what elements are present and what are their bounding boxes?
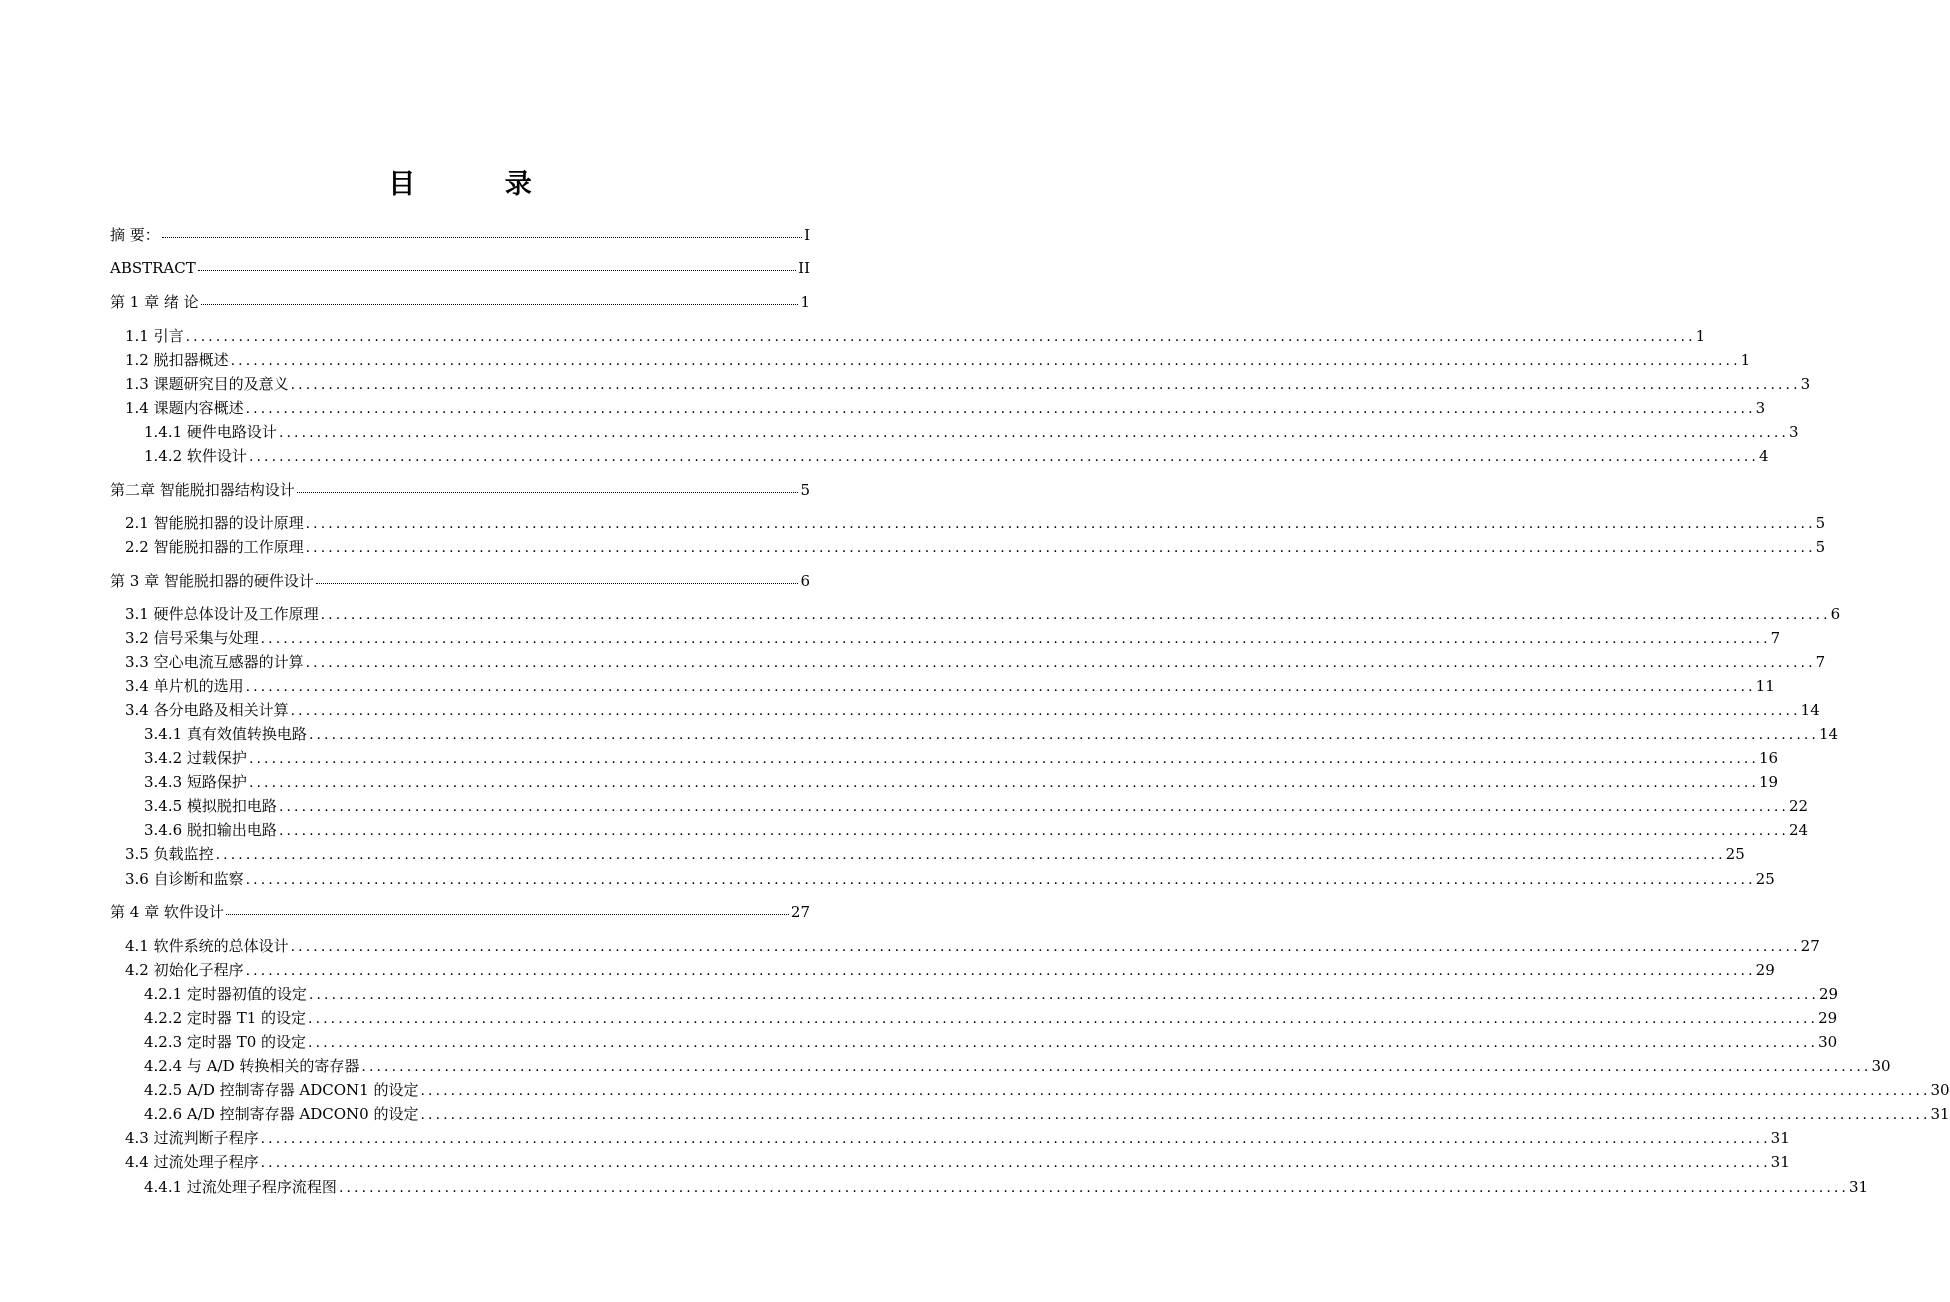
- toc-section-entry[interactable]: [110, 747, 1779, 769]
- toc-section-entry[interactable]: [110, 819, 1809, 841]
- toc-entry-title: 4.4 过流处理子程序: [125, 1153, 259, 1171]
- dot-leader: ........................................................................................................................................................................................................: [245, 872, 1756, 888]
- toc-section-entry[interactable]: [110, 723, 1839, 745]
- toc-page-number: 7: [1770, 629, 1781, 647]
- dot-leader: ........................................................................................................................................................................................................: [260, 1131, 1771, 1147]
- dot-leader: ........................................................................................................................................................................................................: [308, 1011, 1819, 1027]
- toc-entry-title: 3.4.5 模拟脱扣电路: [144, 797, 277, 815]
- toc-entry-title: 3.2 信号采集与处理: [125, 629, 259, 647]
- toc-page-number: 30: [1930, 1081, 1950, 1099]
- toc-entry-title: 1.2 脱扣器概述: [125, 351, 229, 369]
- dot-leader: ........................................................................................................................................................................................................: [245, 401, 1756, 417]
- toc-section-entry[interactable]: [110, 651, 1826, 673]
- toc-entry-title: 3.4 各分电路及相关计算: [125, 701, 289, 719]
- toc-entry-title: 1.4.1 硬件电路设计: [144, 423, 277, 441]
- toc-chapter-entry[interactable]: [110, 570, 810, 592]
- dot-leader: ........................................................................................................................................................................................................: [278, 799, 1789, 815]
- toc-page-number: 4: [1758, 447, 1769, 465]
- toc-page-number: 6: [1830, 605, 1841, 623]
- toc-entry-title: 4.2.4 与 A/D 转换相关的寄存器: [144, 1057, 360, 1075]
- toc-page-number: 14: [1800, 701, 1820, 719]
- toc-page-number: 19: [1758, 773, 1779, 791]
- dot-leader: ........................................................................................................................................................................................................: [308, 727, 1819, 743]
- toc-chapter-entry[interactable]: [110, 901, 810, 923]
- dot-leader: ........................................................................................................................................................................................................: [361, 1059, 1872, 1075]
- dot-leader: ........................................................................................................................................................................................................: [290, 377, 1801, 393]
- toc-page-number: 3: [1788, 423, 1799, 441]
- toc-entry-title: 第 3 章 智能脱扣器的硬件设计: [110, 572, 314, 590]
- toc-entry-title: 1.3 课题研究目的及意义: [125, 375, 289, 393]
- toc-page-number: 31: [1770, 1153, 1790, 1171]
- toc-page-number: 29: [1755, 961, 1775, 979]
- toc-page-number: 5: [1815, 514, 1826, 532]
- dot-leader: ........................................................................................................................................................................................................: [185, 329, 1696, 345]
- dot-leader: ........................................................................................................................................................................................................: [260, 1155, 1771, 1171]
- page-title: 目 录: [388, 169, 572, 200]
- toc-section-entry[interactable]: [110, 675, 1775, 697]
- toc-section-entry[interactable]: [110, 397, 1766, 419]
- toc-entry-title: 3.5 负载监控: [125, 845, 214, 863]
- toc-entry-title: 3.4.1 真有效值转换电路: [144, 725, 307, 743]
- toc-entry-title: 4.1 软件系统的总体设计: [125, 937, 289, 955]
- toc-chapter-entry[interactable]: [110, 291, 810, 313]
- toc-section-entry[interactable]: [110, 795, 1809, 817]
- dot-leader: ........................................................................................................................................................................................................: [248, 449, 1759, 465]
- dot-leader: ........................................................................................................................................................................................................: [245, 963, 1756, 979]
- dot-leader: ........................................................................................................................................................................................................: [230, 353, 1741, 369]
- toc-section-entry[interactable]: [110, 868, 1775, 890]
- toc-entry-title: 3.6 自诊断和监察: [125, 870, 244, 888]
- dot-leader: ........................................................................................................................................................................................................: [338, 1180, 1849, 1196]
- toc-page-number: 27: [790, 903, 810, 921]
- toc-chapter-entry[interactable]: [110, 224, 810, 246]
- toc-section-entry[interactable]: [110, 373, 1811, 395]
- toc-entry-title: 2.2 智能脱扣器的工作原理: [125, 538, 304, 556]
- toc-page-number: 1: [800, 293, 810, 311]
- toc-chapter-entry[interactable]: [110, 257, 810, 279]
- toc-page-number: 5: [1815, 538, 1826, 556]
- toc-section-entry[interactable]: [110, 627, 1781, 649]
- toc-page-number: 29: [1818, 985, 1839, 1003]
- toc-page-number: 29: [1818, 1009, 1838, 1027]
- toc-page-number: 31: [1770, 1129, 1790, 1147]
- toc-entry-title: 第二章 智能脱扣器结构设计: [110, 481, 295, 499]
- toc-section-entry[interactable]: [110, 1007, 1838, 1029]
- toc-page-number: 5: [800, 481, 810, 499]
- toc-page-number: 27: [1800, 937, 1820, 955]
- toc-section-entry[interactable]: [110, 843, 1745, 865]
- toc-page-number: 30: [1871, 1057, 1891, 1075]
- toc-section-entry[interactable]: [110, 603, 1841, 625]
- dot-leader: ........................................................................................................................................................................................................: [305, 516, 1816, 532]
- toc-section-entry[interactable]: [110, 771, 1779, 793]
- toc-page-number: 30: [1818, 1033, 1838, 1051]
- toc-page-number: 7: [1815, 653, 1826, 671]
- dot-leader: ........................................................................................................................................................................................................: [290, 939, 1801, 955]
- toc-page-number: 31: [1930, 1105, 1950, 1123]
- toc-entry-title: 4.2.5 A/D 控制寄存器 ADCON1 的设定: [144, 1081, 419, 1099]
- toc-entry-title: 摘 要：: [110, 226, 160, 244]
- dot-leader: [297, 492, 799, 493]
- toc-entry-title: 4.3 过流判断子程序: [125, 1129, 259, 1147]
- toc-entry-title: 2.1 智能脱扣器的设计原理: [125, 514, 304, 532]
- toc-page-number: 3: [1800, 375, 1811, 393]
- dot-leader: [226, 914, 789, 915]
- toc-page-number: 31: [1848, 1178, 1869, 1196]
- toc-section-entry[interactable]: [110, 935, 1820, 957]
- toc-section-entry[interactable]: [110, 983, 1839, 1005]
- toc-page-number: 6: [800, 572, 810, 590]
- dot-leader: ........................................................................................................................................................................................................: [308, 987, 1819, 1003]
- toc-page-number: 16: [1758, 749, 1779, 767]
- toc-entry-title: 第 4 章 软件设计: [110, 903, 224, 921]
- toc-entry-title: 3.3 空心电流互感器的计算: [125, 653, 304, 671]
- toc-section-entry[interactable]: [110, 1176, 1869, 1198]
- toc-page-number: 22: [1788, 797, 1809, 815]
- dot-leader: ........................................................................................................................................................................................................: [215, 847, 1726, 863]
- toc-entry-title: 第 1 章 绪 论: [110, 293, 199, 311]
- toc-section-entry[interactable]: [110, 1055, 1891, 1077]
- dot-leader: ........................................................................................................................................................................................................: [305, 540, 1816, 556]
- dot-leader: ........................................................................................................................................................................................................: [278, 823, 1789, 839]
- toc-page-number: 1: [1740, 351, 1751, 369]
- dot-leader: ........................................................................................................................................................................................................: [290, 703, 1801, 719]
- toc-entry-title: 4.2.3 定时器 T0 的设定: [144, 1033, 307, 1051]
- dot-leader: ........................................................................................................................................................................................................: [305, 655, 1816, 671]
- toc-entry-title: 3.4.2 过载保护: [144, 749, 247, 767]
- dot-leader: ........................................................................................................................................................................................................: [278, 425, 1789, 441]
- toc-section-entry[interactable]: [110, 1031, 1838, 1053]
- toc-section-entry[interactable]: [110, 1079, 1950, 1101]
- dot-leader: ........................................................................................................................................................................................................: [248, 775, 1759, 791]
- dot-leader: ........................................................................................................................................................................................................: [420, 1107, 1931, 1123]
- toc-section-entry[interactable]: [110, 1103, 1950, 1125]
- toc-page-number: 25: [1725, 845, 1745, 863]
- toc-page-number: 1: [1695, 327, 1706, 345]
- toc-entry-title: 1.4 课题内容概述: [125, 399, 244, 417]
- toc-section-entry[interactable]: [110, 512, 1826, 534]
- dot-leader: [201, 304, 799, 305]
- dot-leader: ........................................................................................................................................................................................................: [260, 631, 1771, 647]
- toc-entry-title: 4.4.1 过流处理子程序流程图: [144, 1178, 337, 1196]
- dot-leader: [198, 270, 796, 271]
- toc-entry-title: 3.4 单片机的选用: [125, 677, 244, 695]
- dot-leader: ........................................................................................................................................................................................................: [320, 607, 1831, 623]
- toc-section-entry[interactable]: [110, 421, 1799, 443]
- toc-section-entry[interactable]: [110, 325, 1706, 347]
- toc-page-number: 14: [1818, 725, 1839, 743]
- toc-page-number: 3: [1755, 399, 1766, 417]
- toc-entry-title: 1.1 引言: [125, 327, 184, 345]
- toc-entry-title: 4.2.2 定时器 T1 的设定: [144, 1009, 307, 1027]
- toc-page-number: 25: [1755, 870, 1775, 888]
- toc-section-entry[interactable]: [110, 349, 1751, 371]
- toc-page-number: 11: [1755, 677, 1775, 695]
- toc-entry-title: 4.2.1 定时器初值的设定: [144, 985, 307, 1003]
- toc-section-entry[interactable]: [110, 445, 1769, 467]
- toc-entry-title: ABSTRACT: [110, 259, 196, 277]
- toc-page-number: I: [804, 226, 810, 244]
- toc-entry-title: 4.2.6 A/D 控制寄存器 ADCON0 的设定: [144, 1105, 419, 1123]
- toc-section-entry[interactable]: [110, 1127, 1790, 1149]
- toc-entry-title: 4.2 初始化子程序: [125, 961, 244, 979]
- toc-entry-title: 3.1 硬件总体设计及工作原理: [125, 605, 319, 623]
- toc-entry-title: 3.4.6 脱扣输出电路: [144, 821, 277, 839]
- dot-leader: ........................................................................................................................................................................................................: [248, 751, 1759, 767]
- dot-leader: [316, 583, 799, 584]
- toc-entry-title: 3.4.3 短路保护: [144, 773, 247, 791]
- dot-leader: ........................................................................................................................................................................................................: [245, 679, 1756, 695]
- toc-section-entry[interactable]: [110, 959, 1775, 981]
- toc-section-entry[interactable]: [110, 1151, 1790, 1173]
- dot-leader: ........................................................................................................................................................................................................: [308, 1035, 1819, 1051]
- dot-leader: [162, 237, 802, 238]
- toc-chapter-entry[interactable]: [110, 479, 810, 501]
- toc-page-number: 24: [1788, 821, 1809, 839]
- toc-page-number: II: [798, 259, 810, 277]
- dot-leader: ........................................................................................................................................................................................................: [420, 1083, 1931, 1099]
- toc-section-entry[interactable]: [110, 536, 1826, 558]
- toc-entry-title: 1.4.2 软件设计: [144, 447, 247, 465]
- toc-section-entry[interactable]: [110, 699, 1820, 721]
